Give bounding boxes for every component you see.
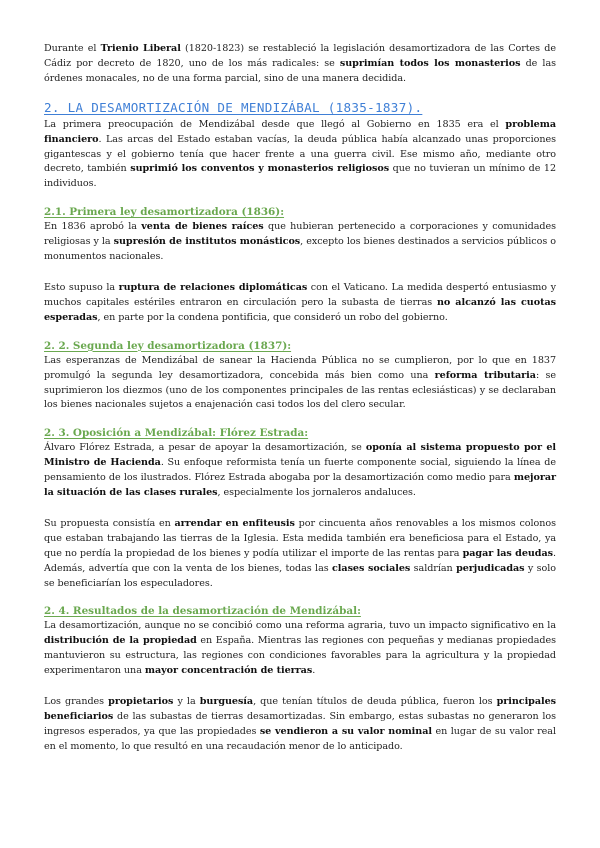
paragraph-ruptura-vaticano: Esto supuso la ruptura de relaciones diplomáticas con el Vaticano. La medida despertó entusiasmo y muchos capitales estériles entraron en circulación pero la subasta de tierras no alcanzó las cuotas esperadas, en parte por la condena pontificia, que consideró un robo del gobierno. — [44, 281, 556, 323]
paragraph-enfiteusis: Su propuesta consistía en arrendar en enfiteusis por cincuenta años renovables a los mismos colonos que estaban trabajando las tierras de la Iglesia. Esta medida también era beneficiosa para el Estado, ya que no perdía la propiedad de los bienes y podía utilizar el importe de las rentas para pagar las deudas. Además, advertía que con la venta de los bienes, todas las clases sociales saldrían perjudicadas y solo se beneficiarían los especuladores. — [44, 517, 557, 589]
paragraph-problema-financiero: La primera preocupación de Mendizábal desde que llegó al Gobierno en 1835 era el problema financiero. Las arcas del Estado estaban vacías, la deuda pública había alcanzado unas proporciones gigantescas y el gobierno tenía que hacer frente a una guerra civil. Ese mismo año, mediante otro decreto, también suprimió los conventos y monasterios religiosos que no tuvieran un mínimo de 12 individuos. — [44, 118, 557, 190]
paragraph-resultados: La desamortización, aunque no se concibió como una reforma agraria, tuvo un impacto significativo en la distribución de la propiedad en España. Mientras las regiones con pequeñas y medianas propiedades mantuvieron su estructura, las regiones con condiciones favorables para la agricultura y la propiedad experimentaron una mayor concentración de tierras. — [44, 620, 556, 677]
paragraph-beneficiarios: Los grandes propietarios y la burguesía, que tenían títulos de deuda pública, fueron los principales beneficiarios de las subastas de tierras desamortizadas. Sin embargo, estas subastas no generaron los ingresos esperados, ya que las propiedades se vendieron a su valor nominal en lugar de su valor real en el momento, lo que resultó en una recaudación menor de lo anticipado. — [44, 696, 556, 752]
paragraph-venta-bienes: En 1836 aprobó la venta de bienes raíces que hubieran pertenecido a corporaciones y comunidades religiosas y la supresión de institutos monásticos, excepto los bienes destinados a servicios públicos o monumentos nacionales. — [44, 221, 556, 263]
subsection-title-2-2: 2. 2. Segunda ley desamortizadora (1837): — [44, 339, 292, 352]
paragraph-trienio-liberal: Durante el Trienio Liberal (1820-1823) se restableció la legislación desamortizadora de las Cortes de Cádiz por decreto de 1820, uno de los más radicales: se suprimían todos los monasterios de las órdenes monacales, no de una forma parcial, sino de una manera decidida. — [44, 43, 556, 84]
paragraph-florez-estrada: Álvaro Flórez Estrada, a pesar de apoyar la desamortización, se oponía al sistema propuesto por el Ministro de Hacienda. Su enfoque reformista tenía un fuerte componente social, siguiendo la línea de pensamiento de los ilustrados. Flórez Estrada abogaba por la desamortización como medio para mejorar la situación de las clases rurales, especialmente los jornaleros andaluces. — [44, 442, 557, 499]
subsection-title-2-4: 2. 4. Resultados de la desamortización de Mendizábal: — [44, 605, 361, 618]
subsection-title-2-3: 2. 3. Oposición a Mendizábal: Flórez Estrada: — [44, 427, 309, 440]
subsection-title-2-1: 2.1. Primera ley desamortizadora (1836): — [44, 206, 285, 219]
section-title: 2. LA DESAMORTIZACIÓN DE MENDIZÁBAL (1835-1837). — [44, 99, 423, 115]
paragraph-segunda-ley: Las esperanzas de Mendizábal de sanear la Hacienda Pública no se cumplieron, por lo que en 1837 promulgó la segunda ley desamortizadora, concebida más bien como una reforma tributaria: se suprimieron los diezmos (uno de los componentes principales de las rentas eclesiásticas) y se declaraban los bienes nacionales sujetos a enajenación casi todos los del clero secular. — [44, 354, 556, 411]
